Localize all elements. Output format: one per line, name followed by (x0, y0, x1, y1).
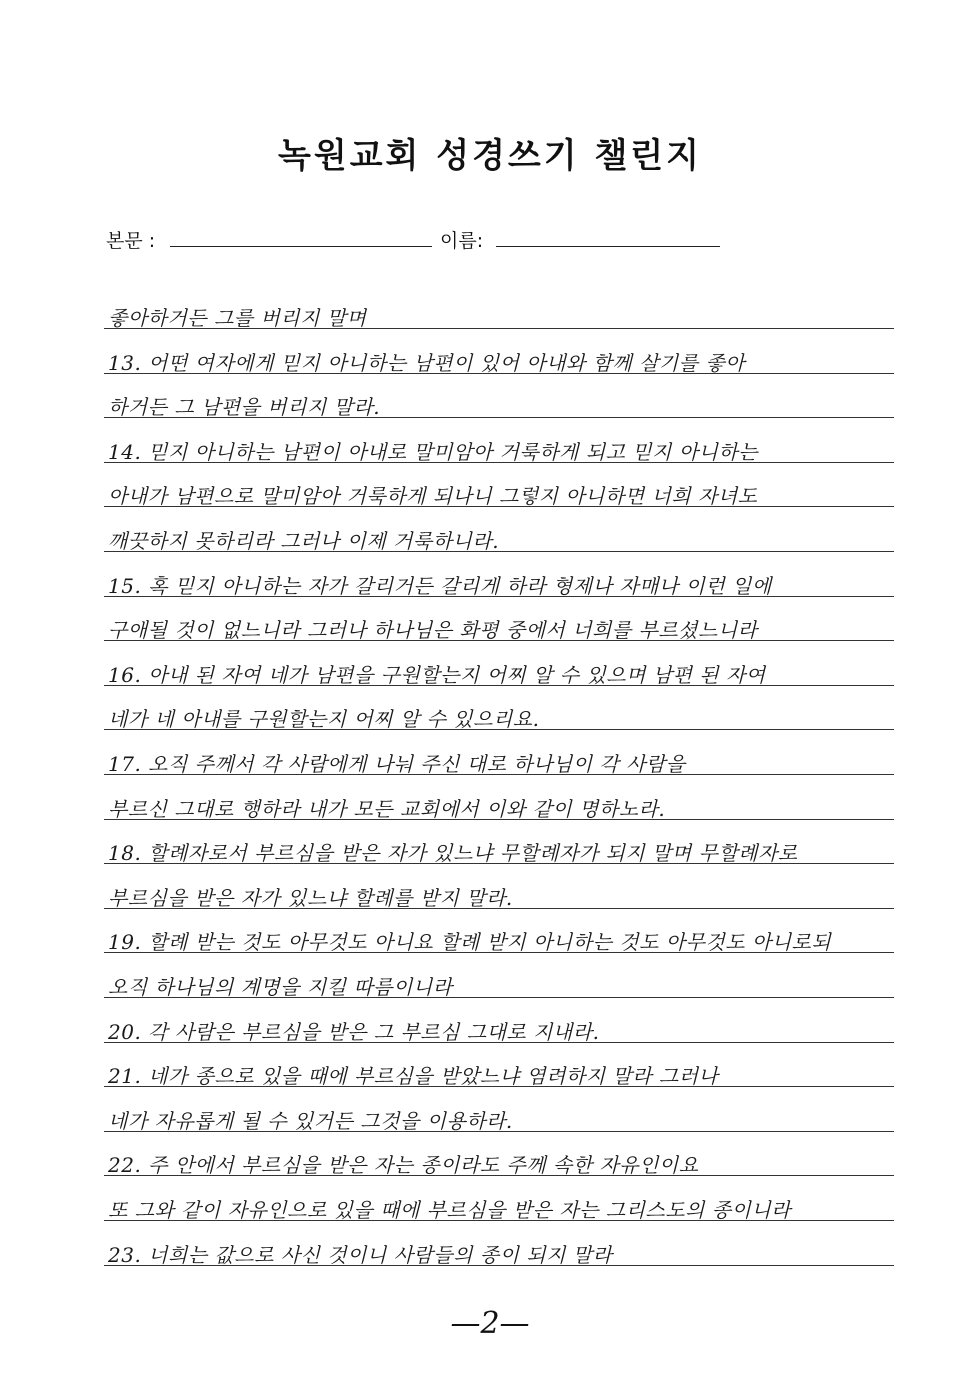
handwritten-line: 23. 너희는 값으로 사신 것이니 사람들의 종이 되지 말라 (108, 1242, 613, 1267)
handwritten-line: 깨끗하지 못하리라 그러나 이제 거룩하니라. (108, 529, 500, 553)
handwritten-line: 22. 주 안에서 부르심을 받은 자는 종이라도 주께 속한 자유인이요 (108, 1153, 699, 1178)
handwritten-line: 네가 네 아내를 구원할는지 어찌 알 수 있으리요. (108, 707, 540, 732)
handwritten-line: 20. 각 사람은 부르심을 받은 그 부르심 그대로 지내라. (108, 1019, 600, 1044)
passage-field-line (170, 246, 432, 247)
handwritten-line: 네가 자유롭게 될 수 있거든 그것을 이용하라. (108, 1108, 513, 1133)
handwritten-line: 부르신 그대로 행하라 내가 모든 교회에서 이와 같이 명하노라. (108, 796, 666, 821)
handwritten-line: 21. 네가 종으로 있을 때에 부르심을 받았느냐 염려하지 말라 그러나 (108, 1064, 719, 1089)
handwritten-line: 14. 믿지 아니하는 남편이 아내로 말미암아 거룩하게 되고 믿지 아니하는 (108, 439, 758, 464)
name-field-line (496, 246, 720, 247)
handwritten-line: 오직 하나님의 계명을 지킬 따름이니라 (108, 975, 453, 999)
handwritten-line: 하거든 그 남편을 버리지 말라. (108, 395, 381, 420)
name-label: 이름: (440, 230, 484, 252)
handwritten-line: 16. 아내 된 자여 네가 남편을 구원할는지 어찌 알 수 있으며 남편 된 자여 (108, 662, 766, 687)
handwritten-line: 부르심을 받은 자가 있느냐 할례를 받지 말라. (108, 885, 513, 910)
page-title: 녹원교회 성경쓰기 챌린지 (278, 136, 702, 176)
page-number: —2— (450, 1306, 530, 1341)
handwritten-line: 좋아하거든 그를 버리지 말며 (108, 306, 367, 330)
handwritten-line: 19. 할례 받는 것도 아무것도 아니요 할례 받지 아니하는 것도 아무것도 아니로되 (108, 930, 832, 955)
handwritten-line: 13. 어떤 여자에게 믿지 아니하는 남편이 있어 아내와 함께 살기를 좋아 (108, 350, 746, 375)
handwritten-line: 15. 혹 믿지 아니하는 자가 갈리거든 갈리게 하라 형제나 자매나 이런 일에 (108, 573, 772, 598)
handwritten-line: 아내가 남편으로 말미암아 거룩하게 되나니 그렇지 아니하면 너희 자녀도 (108, 484, 758, 509)
passage-label: 본문 : (106, 230, 156, 252)
handwritten-line: 18. 할례자로서 부르심을 받은 자가 있느냐 무할례자가 되지 말며 무할례자로 (108, 841, 798, 866)
handwritten-line: 또 그와 같이 자유인으로 있을 때에 부르심을 받은 자는 그리스도의 종이니라 (108, 1198, 791, 1222)
handwritten-line: 17. 오직 주께서 각 사람에게 나눠 주신 대로 하나님이 각 사람을 (108, 752, 686, 776)
handwritten-line: 구애될 것이 없느니라 그러나 하나님은 화평 중에서 너희를 부르셨느니라 (108, 618, 758, 643)
